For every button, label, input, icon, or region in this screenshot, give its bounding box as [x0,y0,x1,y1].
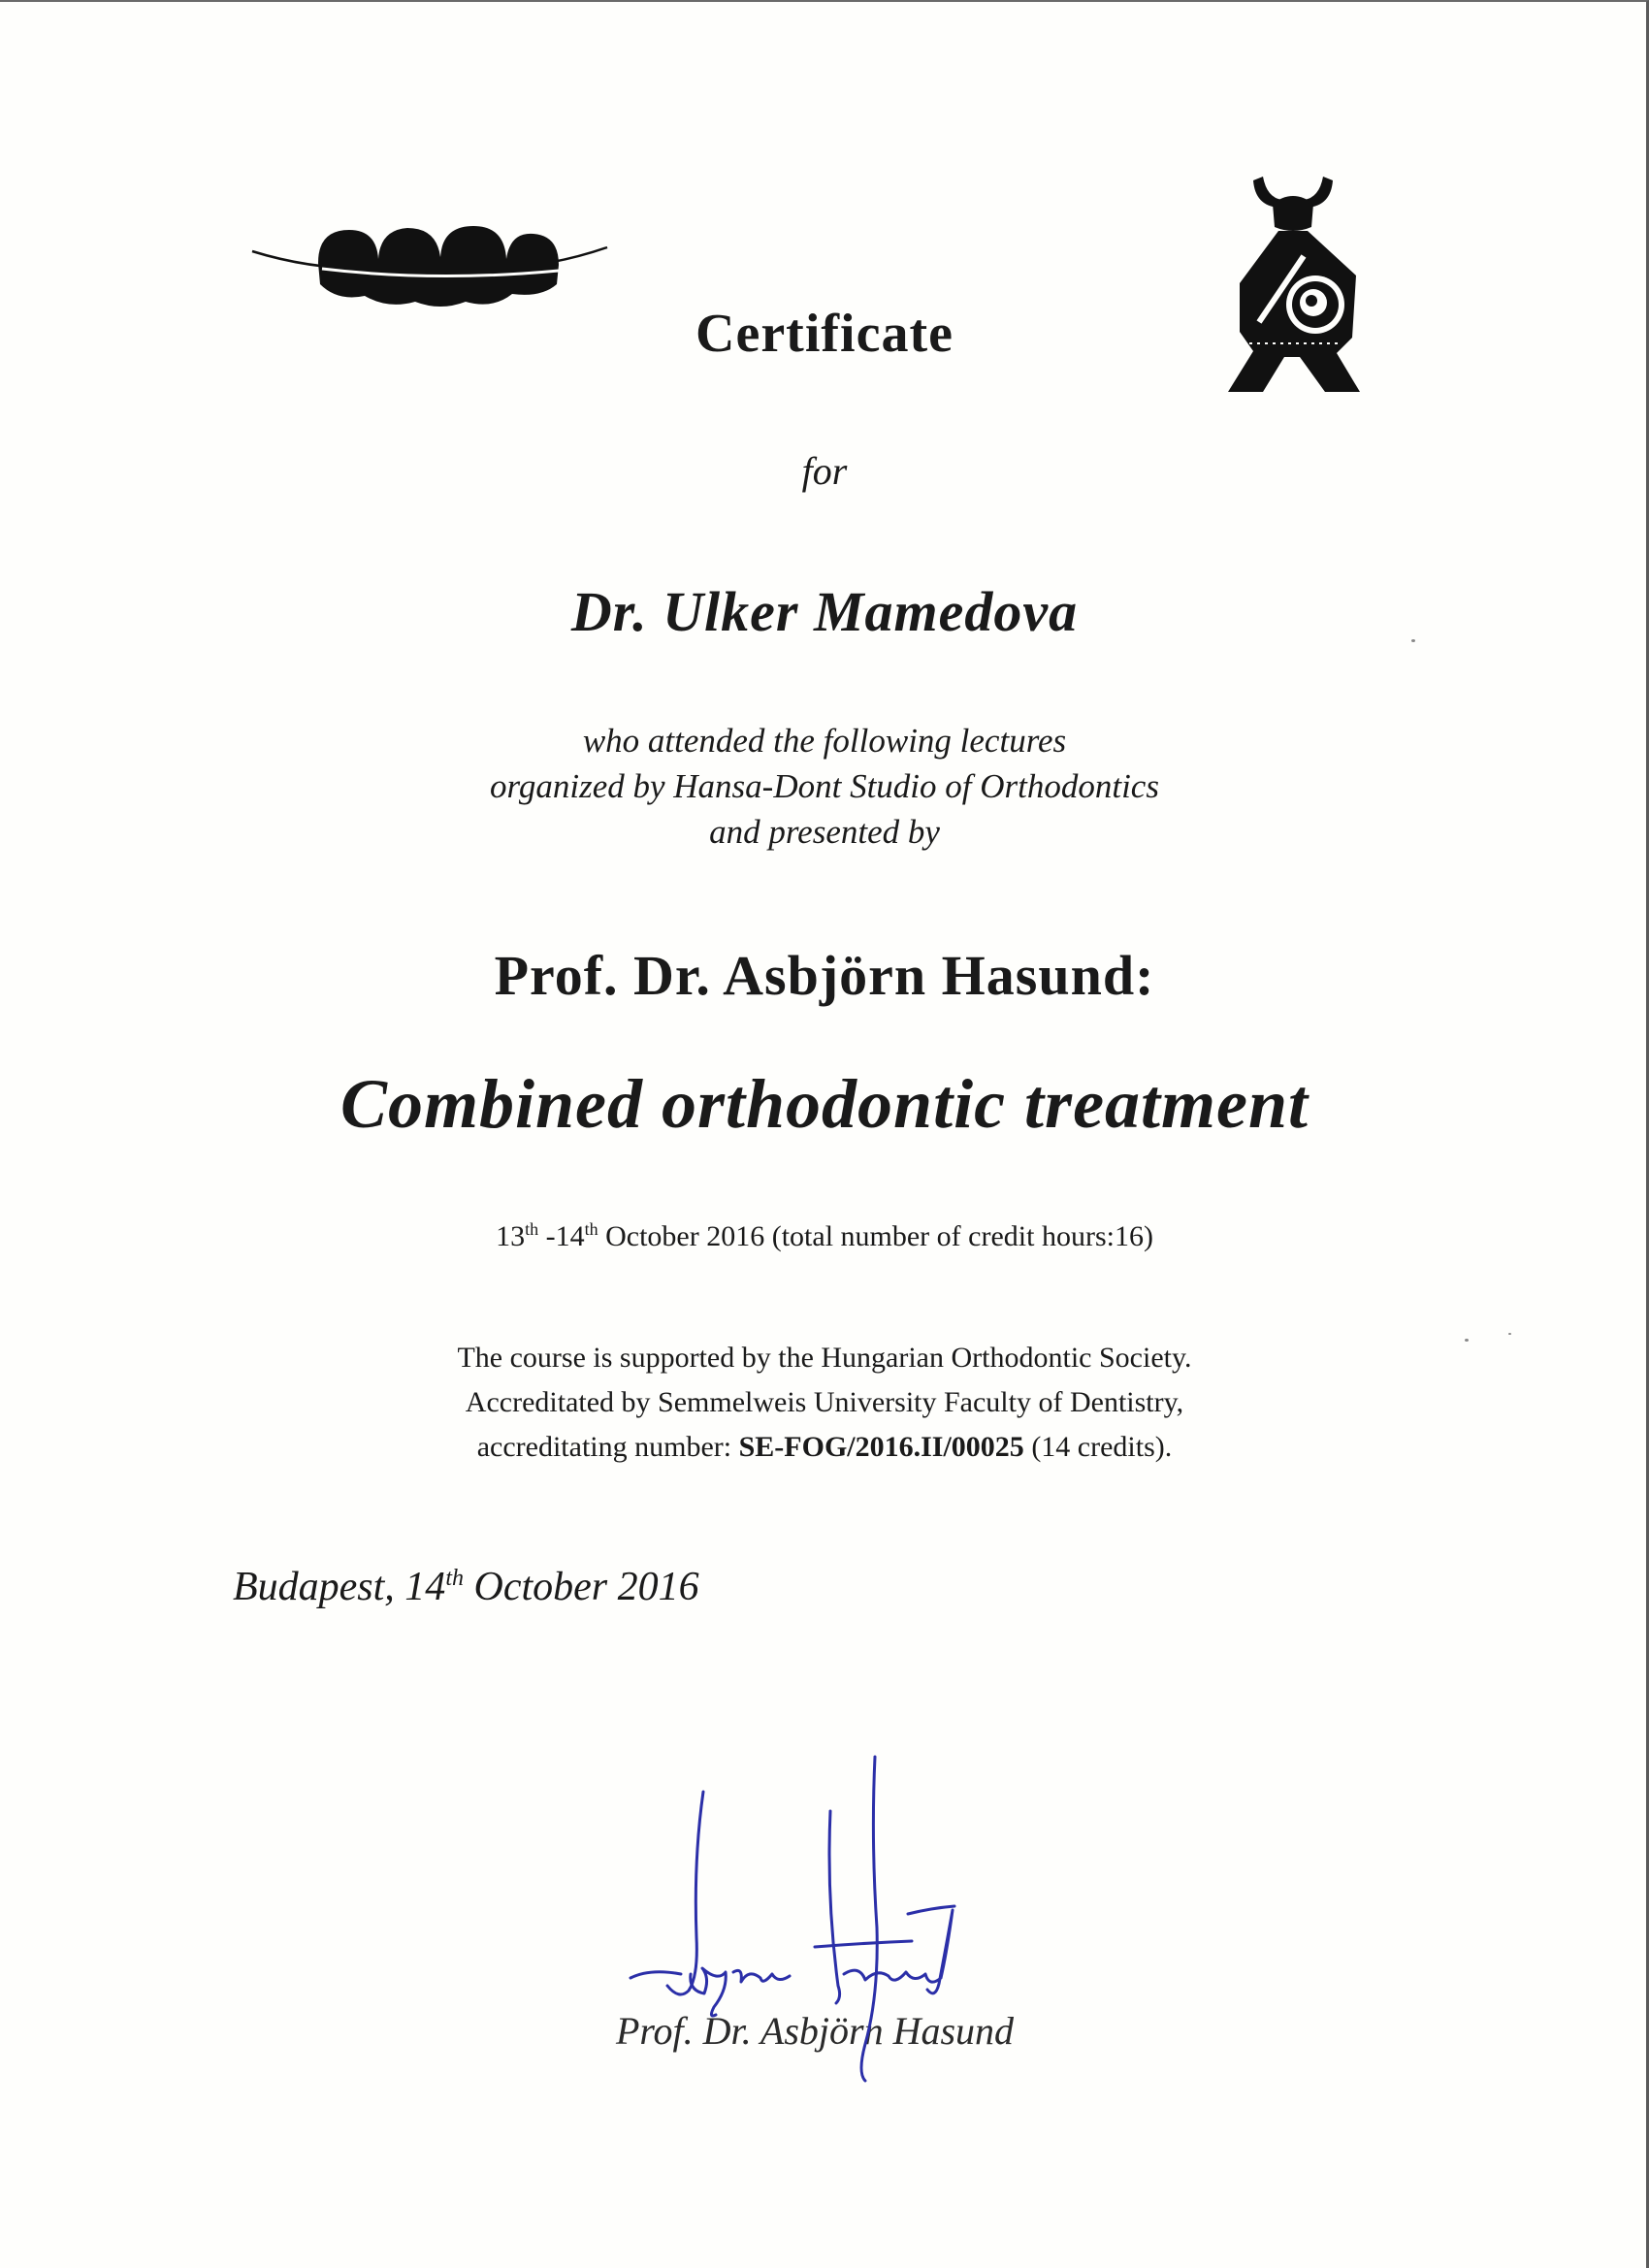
date-day2-suffix: th [584,1219,598,1239]
intro-line: who attended the following lectures [582,722,1067,760]
certificate-title: Certificate [695,304,954,364]
accreditation-prefix: accreditating number: [476,1431,739,1463]
intro-text [0,718,1649,855]
scan-speck [1411,639,1415,642]
intro-line: organized by Hansa-Dont Studio of Orthodontics [490,767,1159,805]
scan-speck [1508,1333,1511,1335]
viking-logo-icon [1211,167,1375,400]
date-day2: 14 [555,1220,585,1252]
recipient-name: Dr. Ulker Mamedova [570,580,1079,643]
support-line [0,1425,1649,1470]
date-day1: 13 [496,1220,526,1252]
place-date-rest: October 2016 [463,1565,699,1609]
date-rest: October 2016 (total number of credit hours:16) [598,1220,1153,1252]
place-date-prefix: Budapest, 14 [233,1565,446,1609]
accreditation-text [0,1336,1649,1470]
handwritten-signature [621,1753,1009,2083]
intro-line: and presented by [709,813,940,851]
support-line: The course is supported by the Hungarian Orthodontic Society. [457,1342,1192,1374]
scan-speck [1465,1339,1469,1342]
support-line: Accreditated by Semmelweis University Faculty of Dentistry, [465,1386,1184,1418]
place-date [233,1564,699,1610]
date-separator: - [538,1220,556,1252]
accreditation-suffix: (14 credits). [1023,1431,1173,1463]
date-day1-suffix: th [525,1219,539,1239]
signatory-name: Prof. Dr. Asbjörn Hasund [616,2009,1015,2053]
for-label: for [801,449,848,493]
course-dates [0,1219,1649,1253]
place-date-suffix: th [445,1566,464,1591]
course-title: Combined orthodontic treatment [340,1065,1310,1143]
accreditation-number: SE-FOG/2016.II/00025 [738,1431,1024,1463]
presenter-name: Prof. Dr. Asbjörn Hasund: [494,944,1155,1007]
